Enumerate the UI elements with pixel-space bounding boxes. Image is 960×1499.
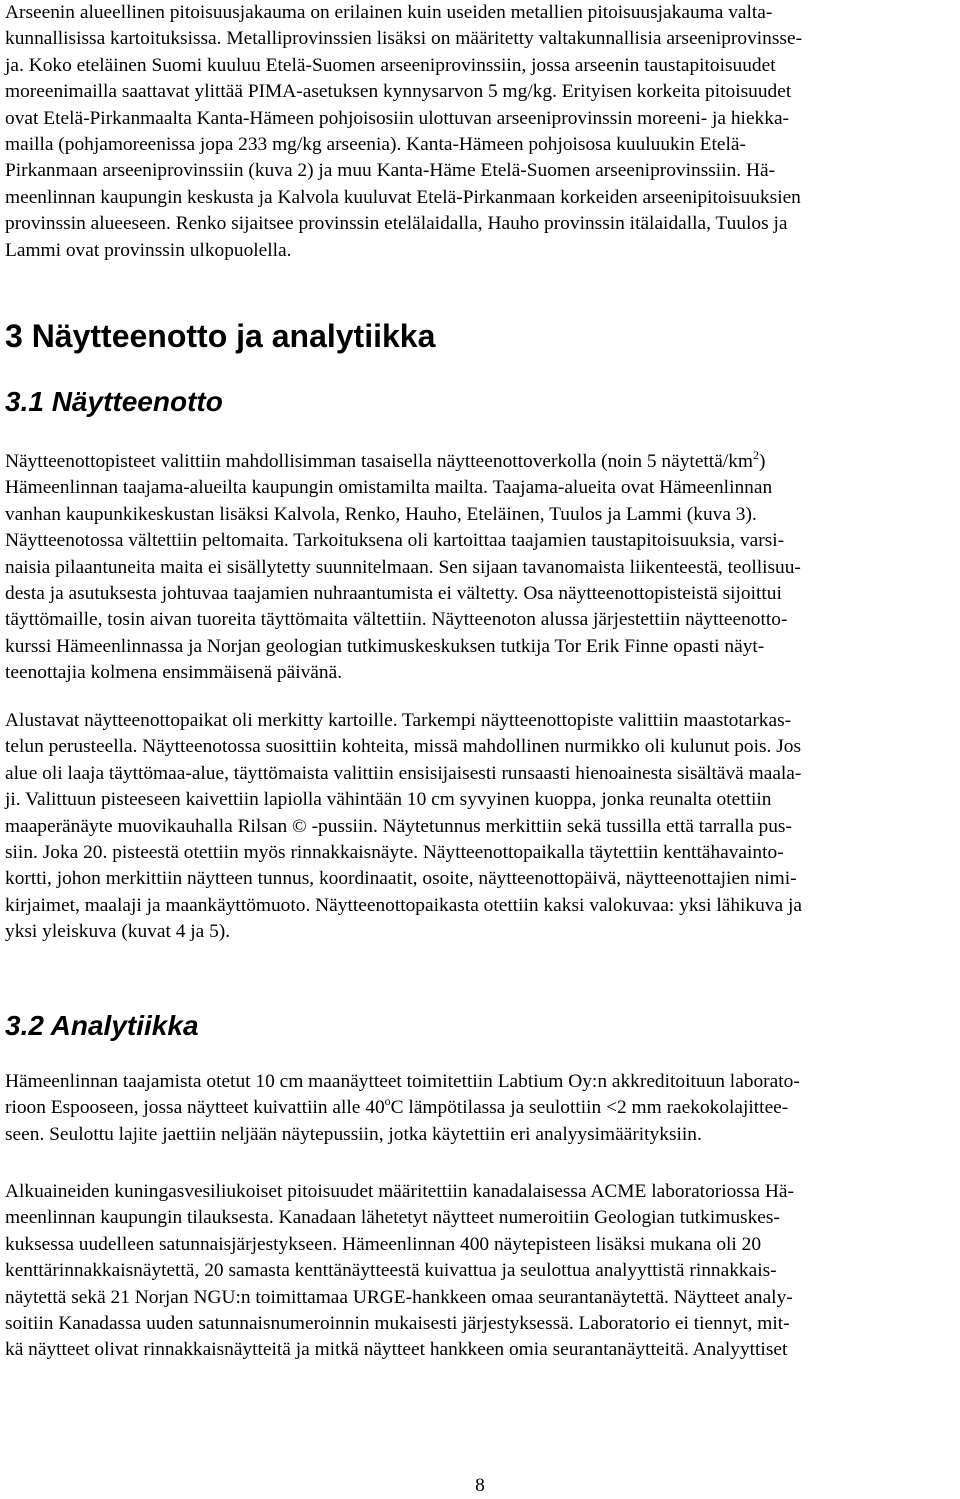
section-heading-3-1: 3.1 Näytteenotto (5, 386, 223, 417)
text-line: ji. Valittuun pisteeseen kaivettiin lapiolla vähintään 10 cm syvyinen kuoppa, jonka reunalta otettiin (5, 789, 772, 811)
text-line: Alkuaineiden kuningasvesiliukoiset pitoisuudet määritettiin kanadalaisessa ACME laboratoriossa Hä- (5, 1181, 794, 1202)
text-line: naisia pilaantuneita maita ei sisällytetty suunnitelmaan. Sen sijaan tavanomaista liikenteestä, teollisuu- (5, 556, 801, 578)
text-line: kortti, johon merkittiin näytteen tunnus, koordinaatit, osoite, näytteenottopäivä, näytteenottajien nimi- (5, 868, 797, 890)
text-line: Hämeenlinnan taajamista otetut 10 cm maanäytteet toimitettiin Labtium Oy:n akkreditoituun laborato- (5, 1071, 800, 1092)
text-fragment: Näytteenottopisteet valittiin mahdollisimman tasaisella näytteenottoverkolla (noin 5 näytettä/km (5, 451, 753, 472)
section-heading-3-2: 3.2 Analytiikka (5, 1010, 199, 1041)
text-line: meenlinnan kaupungin tilauksesta. Kanadaan lähetetyt näytteet numeroitiin Geologian tutkimuskes- (5, 1207, 780, 1229)
text-line: telun perusteella. Näytteenotossa suosittiin kohteita, missä mahdollinen nurmikko oli kulunut pois. Jos (5, 736, 802, 758)
text-line: seen. Seulottu lajite jaettiin neljään näytepussiin, jotka käytettiin eri analyysimäärityksiin. (5, 1123, 702, 1145)
text-line: meenlinnan kaupungin keskusta ja Kalvola kuuluvat Etelä-Pirkanmaan korkeiden arseenipitoisuuksien (5, 186, 801, 208)
paragraph-3-1-a (5, 449, 801, 687)
text-line: ja. Koko eteläinen Suomi kuuluu Etelä-Suomen arseeniprovinssiin, jossa arseenin taustapitoisuudet (5, 54, 776, 76)
text-line: siin. Joka 20. pisteestä otettiin myös rinnakkaisnäyte. Näytteenottopaikalla täytettiin kenttähavainto- (5, 842, 784, 864)
text-line: Hämeenlinnan taajama-alueilta kaupungin omistamilta mailta. Taajama-alueita ovat Hämeenlinnan (5, 477, 773, 499)
text-line: soitiin Kanadassa uuden satunnaisnumeroinnin mukaisesti järjestyksessä. Laboratorio ei tiennyt, mit- (5, 1313, 790, 1335)
paragraph-3-2-b (5, 1179, 794, 1364)
text-line (5, 449, 801, 475)
text-line: kurssi Hämeenlinnassa ja Norjan geologian tutkimuskeskuksen tutkija Tor Erik Finne opasti näyt- (5, 635, 765, 657)
text-line: provinssin alueeseen. Renko sijaitsee provinssin etelälaidalla, Hauho provinssin itälaidalla, Tuulos ja (5, 213, 788, 235)
text-line: kunnallisissa kartoituksissa. Metalliprovinssien lisäksi on määritetty valtakunnallisia arseeniprovinsse- (5, 28, 803, 50)
text-line: Alustavat näytteenottopaikat oli merkitty kartoille. Tarkempi näytteenottopiste valittiin maastotarkas- (5, 710, 792, 731)
section-heading-3: 3 Näytteenotto ja analytiikka (5, 318, 436, 354)
text-line: Näytteenotossa vältettiin peltomaita. Tarkoituksena oli kartoittaa taajamien taustapitoisuuksia, varsi- (5, 530, 785, 552)
text-line: ovat Etelä-Pirkanmaalta Kanta-Hämeen pohjoisosiin ulottuvan arseeniprovinssin moreeni- ja hiekka- (5, 107, 790, 129)
text-line: mailla (pohjamoreenissa jopa 233 mg/kg arseenia). Kanta-Hämeen pohjoisosa kuuluukin Etelä- (5, 134, 746, 156)
superscript: 2 (752, 448, 759, 462)
text-line: moreenimailla saattavat ylittää PIMA-asetuksen kynnysarvon 5 mg/kg. Erityisen korkeita pitoisuudet (5, 81, 792, 103)
text-line: maaperänäyte muovikauhalla Rilsan © -pussiin. Näytetunnus merkittiin sekä tussilla että tarralla pus- (5, 815, 792, 837)
text-line: kenttärinnakkaisnäytettä, 20 samasta kenttänäytteestä kuivattua ja seulottua analyyttistä rinnakkais- (5, 1260, 777, 1282)
text-line: kuksessa uudelleen satunnaisjärjestykseen. Hämeenlinnan 400 näytepisteen lisäksi mukana oli 20 (5, 1233, 762, 1255)
text-line: Pirkanmaan arseeniprovinssiin (kuva 2) ja muu Kanta-Häme Etelä-Suomen arseeniprovinssiin. Hä- (5, 160, 776, 182)
text-fragment: C lämpötilassa ja seulottiin <2 mm raekokolajittee- (390, 1097, 789, 1119)
text-line (5, 1095, 800, 1121)
text-line: vanhan kaupunkikeskustan lisäksi Kalvola, Renko, Hauho, Eteläinen, Tuulos ja Lammi (kuva 3). (5, 503, 757, 525)
text-line: yksi yleiskuva (kuvat 4 ja 5). (5, 921, 231, 943)
text-line: kirjaimet, maalaji ja maankäyttömuoto. Näytteenottopaikasta otettiin kaksi valokuvaa: yksi lähikuva ja (5, 894, 802, 916)
text-line: desta ja asutuksesta johtuvaa taajamien nuhraantumista ei vältetty. Osa näytteenottopisteistä sijoittui (5, 583, 782, 605)
text-line: näytettä sekä 21 Norjan NGU:n toimittamaa URGE-hankkeen omaa seurantanäytettä. Näytteet analy- (5, 1286, 793, 1308)
text-fragment: ) (758, 451, 766, 472)
text-fragment: rioon Espooseen, jossa näytteet kuivattiin alle 40 (5, 1097, 385, 1119)
page-number: 8 (475, 1475, 485, 1496)
text-line: kä näytteet olivat rinnakkaisnäytteitä ja mitkä näytteet hankkeen omia seurantanäytteitä. Analyyttiset (5, 1339, 788, 1361)
paragraph-3-1-b (5, 708, 802, 946)
paragraph-3-2-a (5, 1069, 800, 1148)
paragraph-intro (5, 0, 802, 264)
text-line: Arseenin alueellinen pitoisuusjakauma on erilainen kuin useiden metallien pitoisuusjakauma valta- (5, 2, 773, 23)
superscript: o (384, 1094, 391, 1109)
text-line: teenottajia kolmena ensimmäisenä päivänä. (5, 662, 343, 684)
text-line: Lammi ovat provinssin ulkopuolella. (5, 239, 292, 261)
text-line: alue oli laaja täyttömaa-alue, täyttömaista valittiin ensisijaisesti runsaasti hienoainesta sisältävä maala- (5, 762, 802, 784)
text-line: täyttömaille, tosin aivan tuoreita täyttömaita vältettiin. Näytteenoton alussa järjestettiin näytteenotto- (5, 609, 788, 631)
